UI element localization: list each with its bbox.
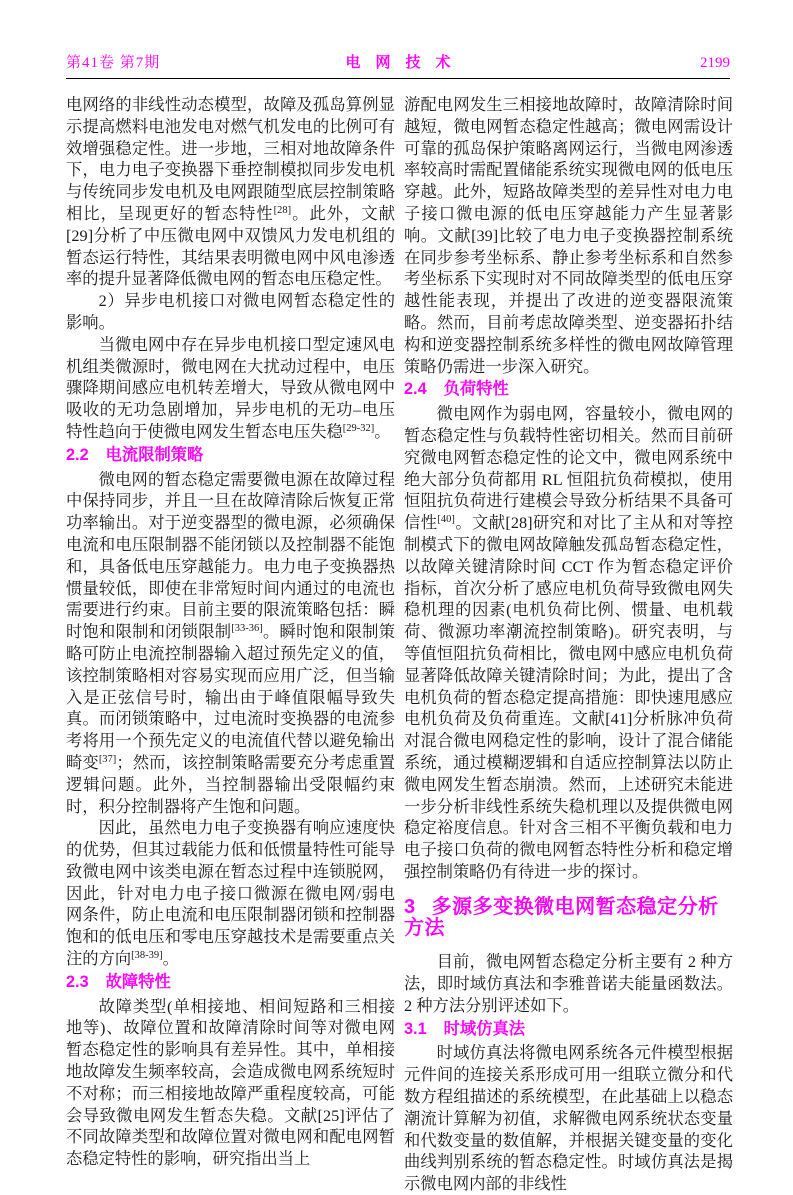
heading-title: 时域仿真法: [443, 1019, 526, 1038]
heading-number: 3: [404, 895, 416, 918]
left-column: [66, 94, 395, 1195]
paragraph: [404, 951, 733, 1016]
right-column: [404, 94, 733, 1195]
text-run: ；然而，该控制策略需要充分考虑重置逻辑问题。此外，当控制器输出受限幅约束时，积分控制器将产生饱和问题。: [66, 752, 395, 816]
journal-title: 电 网 技 术: [345, 55, 451, 71]
text-run: 当微电网中存在异步电机接口型定速风电机组类微源时，微电网在大扰动过程中，电压骤降期间感应电机转差增大，导致从微电网中吸收的无功急剧增加，异步电机的无功–电压特性趋向于使微电网发生暂态电压失稳: [66, 334, 395, 441]
subsection-heading: [66, 972, 395, 994]
text-run: 故障类型(单相接地、相间短路和三相接地等)、故障位置和故障清除时间等对微电网暂态稳定性的影响具有差异性。其中，单相接地故障发生频率较高，会造成微电网系统短时不对称；而三相接地故障严重程度较高，可能会导致微电网发生暂态失稳。文献[25]评估了不同故障类型和故障位置对微电网和配电网暂态稳定特性的影响，研究指出当上: [66, 996, 395, 1169]
section-heading: [404, 897, 733, 941]
heading-title: 多源多变换微电网暂态稳定分析方法: [404, 895, 719, 940]
text-run: 电网络的非线性动态模型，故障及孤岛算例显示提高燃料电池发电对燃气机发电的比例可有效增强稳定性。进一步地，三相对地故障条件下，电力电子变换器下垂控制模拟同步发电机与传统同步发电机及电网跟随型底层控制策略相比，呈现更好的暂态特性: [66, 95, 395, 223]
paragraph: [66, 996, 395, 1170]
text-run: 。此外，文献[29]分析了中压微电网中双馈风力发电机组的暂态运行特性，其结果表明微电网中风电渗透率的提升显著降低微电网的暂态电压稳定性。: [66, 203, 395, 289]
header-rule: [66, 78, 730, 79]
paragraph: [66, 334, 395, 443]
heading-number: 3.1: [404, 1019, 427, 1038]
citation-superscript: [37]: [98, 753, 117, 765]
heading-number: 2.3: [66, 972, 89, 991]
text-run: 目前，微电网暂态稳定分析主要有 2 种方法，即时域仿真法和李雅普诺夫能量函数法。2 种方法分别评述如下。: [404, 952, 733, 1015]
paragraph: [66, 290, 395, 334]
subsection-heading: [404, 1019, 733, 1041]
text-run: 。文献[28]研究和对比了主从和对等控制模式下的微电网故障触发孤岛暂态稳定性，以故障关键清除时间 CCT 作为暂态稳定评价指标，首次分析了感应电机负荷导致微电网失稳机理的因素(电机负荷比例、惯量、电机载荷、微源功率潮流控制策略)。研究表明，与等值恒阻抗负荷相比，微电网中感应电机负荷显著降低故障关键清除时间；为此，提出了含电机负荷的暂态稳定提高措施：即快速甩感应电机负荷及负荷重连。文献[41]分析脉冲负荷对混合微电网稳定性的影响，设计了混合储能系统，通过模糊逻辑和自适应控制算法以防止微电网发生暂态崩溃。然而，上述研究未能进一步分析非线性系统失稳机理以及提供微电网稳定裕度信息。针对含三相不平衡负载和电力电子接口负荷的微电网暂态特性分析和稳定增强控制策略仍有待进一步的探讨。: [404, 513, 733, 881]
text-run: 因此，虽然电力电子变换器有响应速度快的优势，但其过载能力低和低惯量特性可能导致微电网中该类电源在暂态过程中连锁脱网，因此，针对电力电子接口微源在微电网/弱电网条件，防止电流和电压限制器闭锁和控制器饱和的低电压和零电压穿越技术是需要重点关注的方向: [66, 818, 395, 969]
heading-title: 负荷特性: [443, 380, 509, 399]
paragraph: [66, 469, 395, 818]
paragraph: [404, 94, 733, 377]
paragraph: [404, 1042, 733, 1195]
heading-number: 2.4: [404, 380, 427, 399]
text-run: 。瞬时饱和限制策略可防止电流控制器输入超过预先定义的值，该控制策略相对容易实现而应用广泛，但当输入是正弦信号时，输出由于峰值限幅导致失真。而闭锁策略中，过电流时变换器的电流参考将用一个预先定义的电流值代替以避免输出畸变: [66, 622, 395, 772]
running-header: [66, 52, 730, 74]
text-run: 时域仿真法将微电网系统各元件模型根据元件间的连接关系形成可用一组联立微分和代数方程组描述的系统模型，在此基础上以稳态潮流计算解为初值，求解微电网系统状态变量和代数变量的数值解，并根据关键变量的变化曲线判别系统的暂态稳定性。时域仿真法是揭示微电网内部的非线性: [404, 1043, 733, 1194]
heading-title: 电流限制策略: [105, 445, 204, 464]
text-run: 游配电网发生三相接地故障时，故障清除时间越短，微电网暂态稳定性越高；微电网需设计可靠的孤岛保护策略离网运行，当微电网渗透率较高时需配置储能系统实现微电网的低电压穿越。此外，短路故障类型的差异性对电力电子接口微电源的低电压穿越能力产生显著影响。文献[39]比较了电力电子变换器控制系统在同步参考坐标系、静止参考坐标系和自然参考坐标系下实现时对不同故障类型的低电压穿越性能表现，并提出了改进的逆变器限流策略。然而，目前考虑故障类型、逆变器拓扑结构和逆变器控制系统多样性的微电网故障管理策略仍需进一步深入研究。: [404, 95, 733, 376]
page-number: 2199: [700, 55, 730, 71]
heading-title: 故障特性: [105, 972, 171, 991]
heading-number: 2.2: [66, 445, 89, 464]
paragraph: [404, 403, 733, 883]
citation-superscript: [29-32]: [342, 422, 375, 434]
citation-superscript: [28]: [273, 204, 292, 216]
text-run: 微电网的暂态稳定需要微电源在故障过程中保持同步，并且一旦在故障清除后恢复正常功率输出。对于逆变器型的微电源，必须确保电流和电压限制器不能闭锁以及控制器不能饱和，具备低电压穿越能力。电力电子变换器热惯量较低，即使在非常短时间内通过的电流也需要进行约束。目前主要的限流策略包括：瞬时饱和限制和闭锁限制: [66, 469, 395, 642]
paragraph: [66, 817, 395, 970]
citation-superscript: [33-36]: [231, 623, 263, 635]
citation-superscript: [40]: [437, 514, 455, 526]
paragraph: [66, 94, 395, 290]
citation-superscript: [38-39]: [131, 950, 163, 962]
text-run: 2）异步电机接口对微电网暂态稳定性的影响。: [66, 291, 395, 332]
two-column-body: [66, 94, 733, 1195]
text-run: 微电网作为弱电网，容量较小，微电网的暂态稳定性与负载特性密切相关。然而目前研究微电网暂态稳定性的论文中，微电网系统中绝大部分负荷都用 RL 恒阻抗负荷模拟，使用恒阻抗负荷进行建模会导致分析结果不具备可信性: [404, 404, 733, 533]
subsection-heading: [66, 445, 395, 467]
text-run: 。: [162, 949, 179, 969]
volume-issue: 第41卷 第7期: [66, 55, 161, 71]
text-run: 。: [374, 421, 391, 441]
subsection-heading: [404, 379, 733, 401]
